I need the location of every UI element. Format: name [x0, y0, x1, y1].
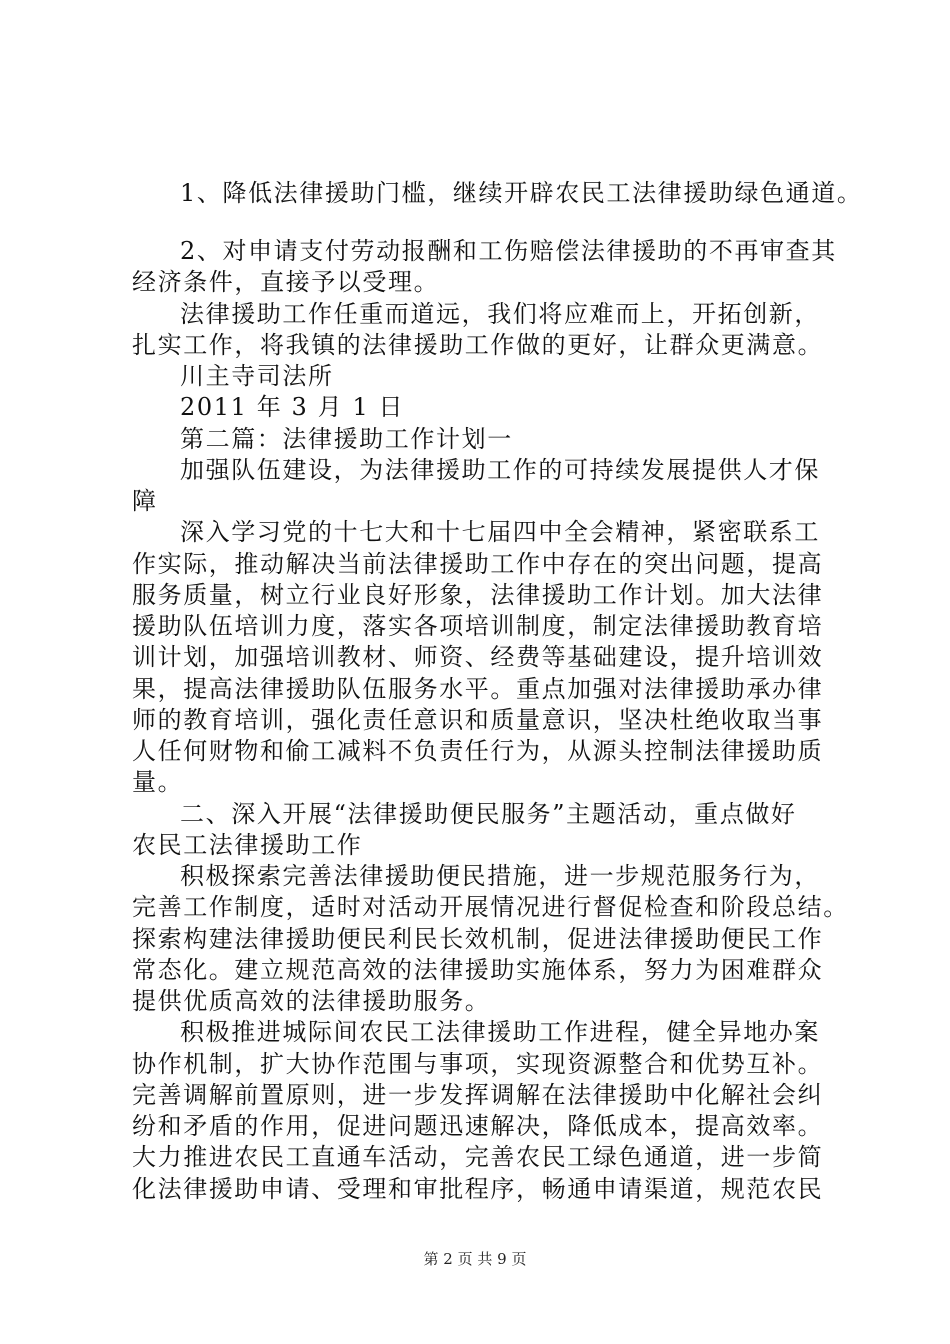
paragraph-line: 果，提高法律援助队伍服务水平。重点加强对法律援助承办律 — [132, 675, 824, 703]
paragraph-line: 纷和矛盾的作用，促进问题迅速解决，降低成本，提高效率。 — [132, 1112, 824, 1140]
paragraph-line: 常态化。建立规范高效的法律援助实施体系，努力为困难群众 — [132, 956, 824, 984]
paragraph-line: 扎实工作，将我镇的法律援助工作做的更好，让群众更满意。 — [132, 331, 824, 359]
paragraph-line: 师的教育培训，强化责任意识和质量意识，坚决杜绝收取当事 — [132, 706, 824, 734]
paragraph-line: 训计划，加强培训教材、师资、经费等基础建设，提升培训效 — [132, 643, 824, 671]
paragraph-line: 作实际，推动解决当前法律援助工作中存在的突出问题，提高 — [132, 550, 824, 578]
paragraph-line: 农民工法律援助工作 — [132, 831, 363, 859]
page-number-footer: 第 2 页 共 9 页 — [423, 1250, 527, 1268]
signature-org: 川主寺司法所 — [180, 362, 334, 390]
paragraph-line: 提供优质高效的法律援助服务。 — [132, 987, 491, 1015]
paragraph-line: 经济条件，直接予以受理。 — [132, 268, 440, 296]
paragraph-line: 协作机制，扩大协作范围与事项，实现资源整合和优势互补。 — [132, 1050, 824, 1078]
paragraph-line: 完善调解前置原则，进一步发挥调解在法律援助中化解社会纠 — [132, 1081, 824, 1109]
section-heading: 第二篇：法律援助工作计划一 — [180, 425, 513, 453]
paragraph-line: 积极推进城际间农民工法律援助工作进程，健全异地办案 — [180, 1018, 820, 1046]
signature-date: 2011 年 3 月 1 日 — [180, 393, 405, 421]
paragraph-line: 2、对申请支付劳动报酬和工伤赔偿法律援助的不再审查其 — [180, 237, 837, 265]
paragraph-line: 探索构建法律援助便民利民长效机制，促进法律援助便民工作 — [132, 925, 824, 953]
paragraph-line: 援助队伍培训力度，落实各项培训制度，制定法律援助教育培 — [132, 612, 824, 640]
paragraph-line: 量。 — [132, 768, 184, 796]
paragraph-line: 加强队伍建设，为法律援助工作的可持续发展提供人才保 — [180, 456, 820, 484]
paragraph-line: 1、降低法律援助门槛，继续开辟农民工法律援助绿色通道。 — [180, 179, 863, 207]
paragraph-line: 深入学习党的十七大和十七届四中全会精神，紧密联系工 — [180, 518, 820, 546]
paragraph-line: 法律援助工作任重而道远，我们将应难而上，开拓创新， — [180, 300, 820, 328]
paragraph-line: 积极探索完善法律援助便民措施，进一步规范服务行为， — [180, 862, 820, 890]
paragraph-line: 障 — [132, 487, 158, 515]
paragraph-line: 人任何财物和偷工减料不负责任行为，从源头控制法律援助质 — [132, 737, 824, 765]
paragraph-line: 二、深入开展“法律援助便民服务”主题活动，重点做好 — [180, 800, 797, 828]
paragraph-line: 服务质量，树立行业良好形象，法律援助工作计划。加大法律 — [132, 581, 824, 609]
paragraph-line: 化法律援助申请、受理和审批程序，畅通申请渠道，规范农民 — [132, 1175, 824, 1203]
paragraph-line: 大力推进农民工直通车活动，完善农民工绿色通道，进一步简 — [132, 1143, 824, 1171]
paragraph-line: 完善工作制度，适时对活动开展情况进行督促检查和阶段总结。 — [132, 893, 849, 921]
